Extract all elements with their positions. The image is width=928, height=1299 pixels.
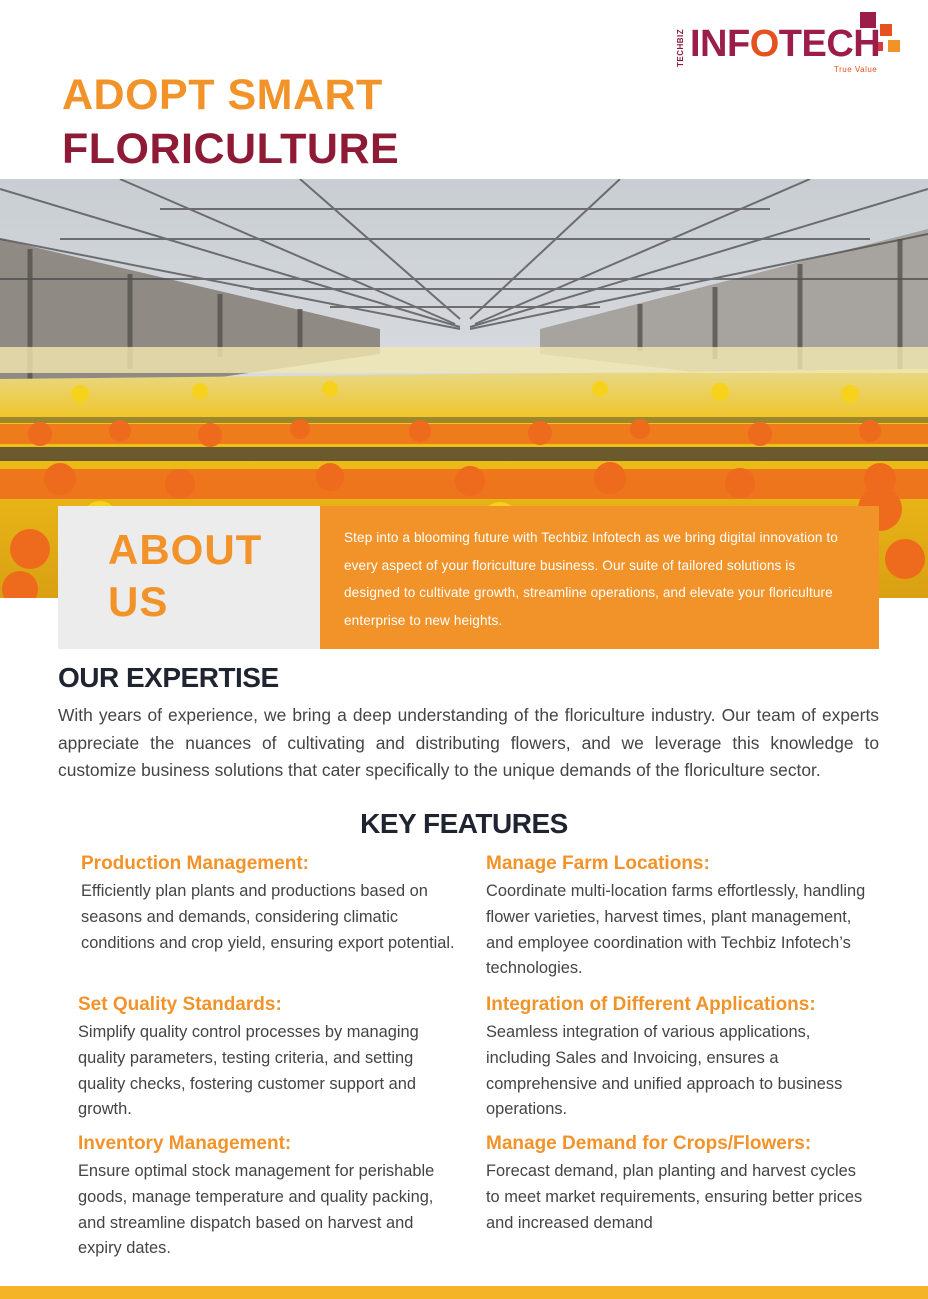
logo-wordmark: INFOTECH — [690, 23, 881, 65]
feature-manage-demand — [486, 1132, 866, 1236]
bottom-accent-bar — [0, 1286, 928, 1299]
key-features-heading: KEY FEATURES — [360, 808, 568, 839]
feature-manage-farm-locations — [486, 852, 866, 982]
feature-inventory-management — [78, 1132, 458, 1262]
logo-vertical-text: TECHBIZ — [676, 28, 685, 68]
feature-text: Seamless integration of various applications, including Sales and Invoicing, ensures a comprehensive and unified approach to business operations. — [486, 1023, 843, 1119]
feature-text: Coordinate multi-location farms effortlessly, handling flower varieties, harvest times, plant management, and employee coordination with Techbiz Infotech’s technologies. — [486, 882, 866, 978]
brand-logo — [676, 10, 906, 76]
about-us-text: Step into a blooming future with Techbiz Infotech as we bring digital innovation to every aspect of your floriculture business. Our suite of tailored solutions is designed to cultivate growth, streamline operations, and elevate your floriculture enterprise to new heights. — [344, 530, 838, 628]
about-us-panel — [58, 506, 320, 649]
feature-title: Inventory Management: — [78, 1133, 292, 1154]
feature-text: Simplify quality control processes by managing quality parameters, testing criteria, and setting quality checks, fostering customer support and growth. — [78, 1023, 419, 1119]
page-title-line-1: ADOPT SMART — [62, 71, 383, 119]
feature-production-management — [81, 852, 461, 956]
expertise-text: With years of experience, we bring a deep understanding of the floriculture industry. Our team of experts appreciate the nuances of cultivating and distributing flowers, and we leverage this knowledge to customize business solutions that cater specifically to the unique demands of the floriculture sector. — [58, 705, 879, 780]
about-us-description-panel — [320, 506, 879, 649]
feature-title: Production Management: — [81, 853, 310, 874]
logo-square-icon — [888, 40, 900, 52]
logo-square-icon — [880, 24, 892, 36]
feature-title: Manage Demand for Crops/Flowers: — [486, 1133, 812, 1154]
feature-text: Efficiently plan plants and productions based on seasons and demands, considering climatic conditions and crop yield, ensuring export potential. — [81, 882, 455, 952]
feature-text: Ensure optimal stock management for perishable goods, manage temperature and quality packing, and streamline dispatch based on harvest and expiry dates. — [78, 1162, 435, 1258]
about-us-heading: ABOUT US — [108, 526, 263, 625]
feature-text: Forecast demand, plan planting and harvest cycles to meet market requirements, ensuring better prices and increased demand — [486, 1162, 863, 1232]
page-title-line-2: FLORICULTURE — [62, 125, 400, 173]
feature-set-quality-standards — [78, 993, 458, 1123]
feature-title: Set Quality Standards: — [78, 994, 282, 1015]
expertise-heading: OUR EXPERTISE — [58, 662, 279, 693]
feature-integration-of-applications — [486, 993, 866, 1123]
feature-title: Manage Farm Locations: — [486, 853, 710, 874]
feature-title: Integration of Different Applications: — [486, 994, 816, 1015]
logo-tagline: True Value — [834, 65, 878, 74]
